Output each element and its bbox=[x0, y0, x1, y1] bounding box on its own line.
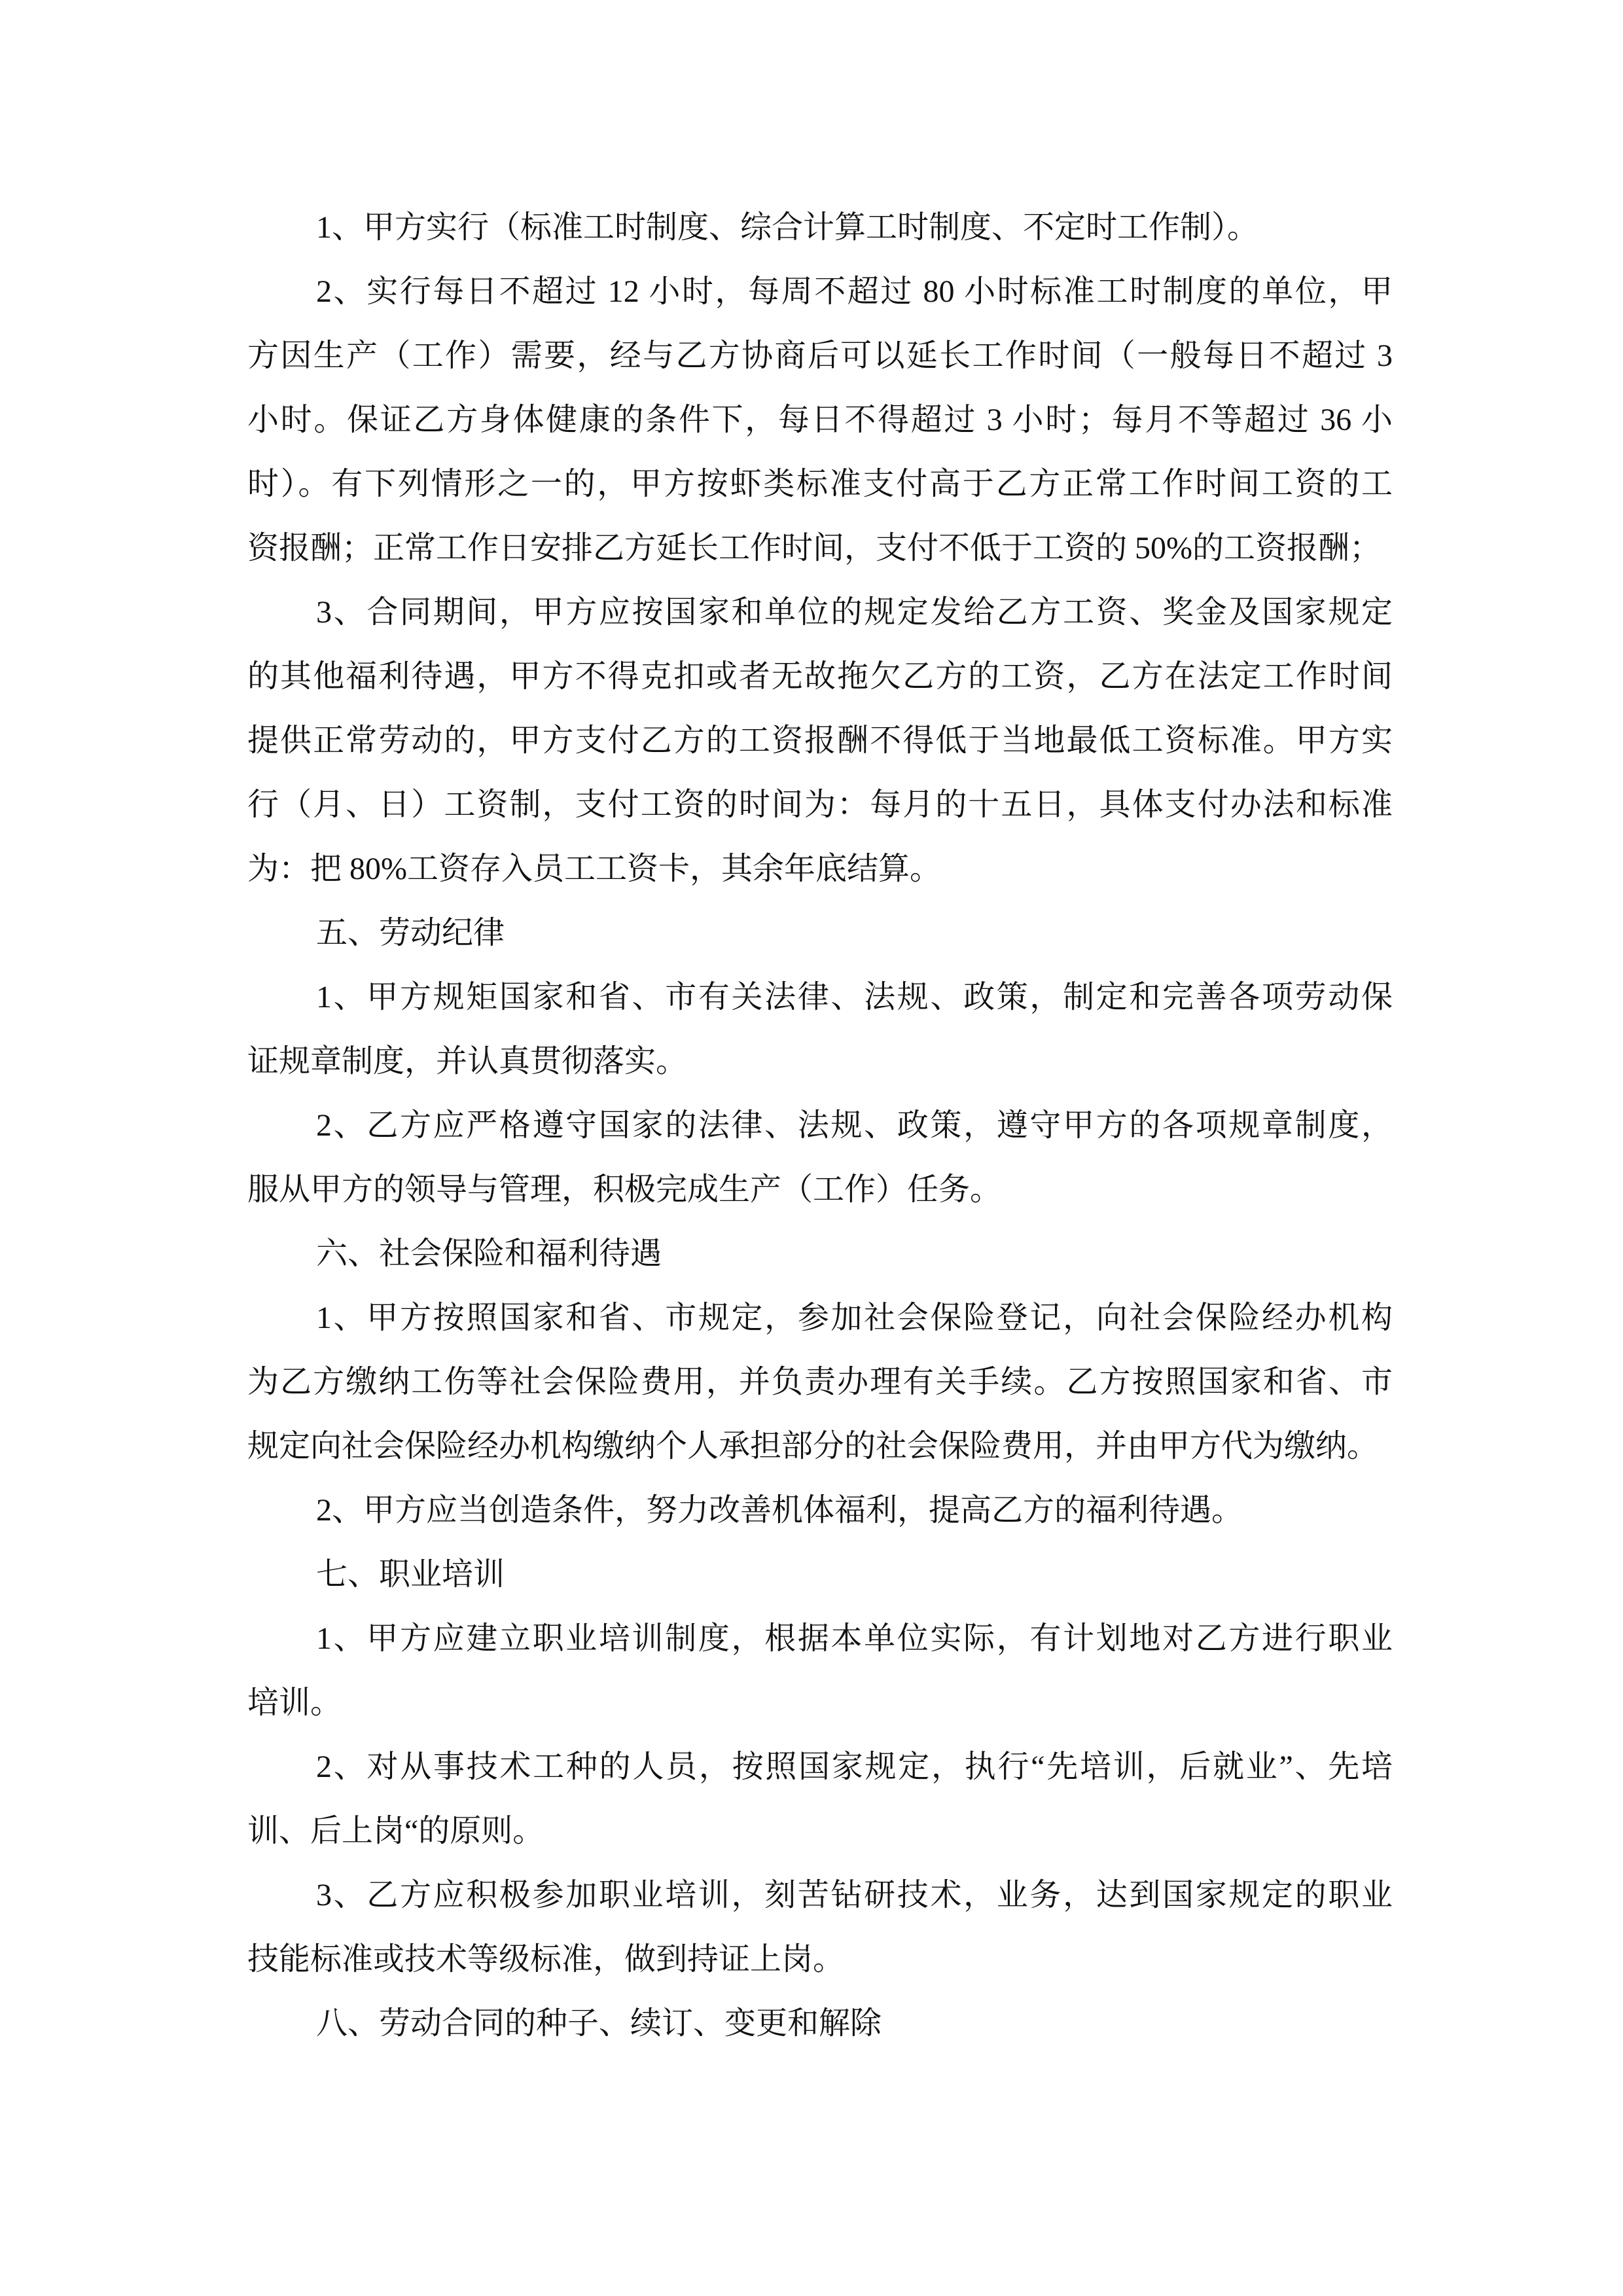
text-line: 2、甲方应当创造条件，努力改善机体福利，提高乙方的福利待遇。 bbox=[316, 1493, 1243, 1528]
section-heading-labor-discipline bbox=[247, 901, 1393, 965]
text-line: 的其他福利待遇，甲方不得克扣或者无故拖欠乙方的工资，乙方在法定工作时间 bbox=[247, 659, 1393, 694]
section-heading-vocational-training bbox=[247, 1543, 1393, 1607]
paragraph-working-hours-1 bbox=[247, 196, 1393, 260]
text-line: 行（月、日）工资制，支付工资的时间为：每月的十五日，具体支付办法和标准 bbox=[247, 787, 1393, 822]
text-line: 训、后上岗“的原则。 bbox=[247, 1814, 544, 1848]
section-heading: 八、劳动合同的种子、续订、变更和解除 bbox=[316, 2006, 882, 2041]
text-line: 为：把 80%工资存入员工工资卡，其余年底结算。 bbox=[247, 852, 941, 886]
text-line: 2、对从事技术工种的人员，按照国家规定，执行“先培训，后就业”、先培 bbox=[316, 1749, 1393, 1784]
paragraph-insurance-2 bbox=[247, 1479, 1393, 1543]
text-line: 规定向社会保险经办机构缴纳个人承担部分的社会保险费用，并由甲方代为缴纳。 bbox=[247, 1429, 1379, 1463]
text-line: 证规章制度，并认真贯彻落实。 bbox=[247, 1044, 688, 1079]
text-line: 技能标准或技术等级标准，做到持证上岗。 bbox=[247, 1942, 845, 1977]
text-line: 小时。保证乙方身体健康的条件下，每日不得超过 3 小时；每月不等超过 36 小 bbox=[247, 403, 1393, 437]
section-heading: 六、社会保险和福利待遇 bbox=[316, 1236, 662, 1271]
paragraph-working-hours-2 bbox=[247, 260, 1393, 581]
text-line: 方因生产（工作）需要，经与乙方协商后可以延长工作时间（一般每日不超过 3 bbox=[247, 338, 1393, 373]
text-line: 培训。 bbox=[247, 1685, 342, 1720]
paragraph-training-3 bbox=[247, 1863, 1393, 1992]
text-line: 1、甲方应建立职业培训制度，根据本单位实际，有计划地对乙方进行职业 bbox=[316, 1621, 1393, 1656]
paragraph-discipline-1 bbox=[247, 965, 1393, 1094]
text-line: 2、乙方应严格遵守国家的法律、法规、政策，遵守甲方的各项规章制度， bbox=[316, 1108, 1393, 1143]
paragraph-wages-3 bbox=[247, 581, 1393, 901]
document-body bbox=[247, 196, 1393, 2056]
text-line: 提供正常劳动的，甲方支付乙方的工资报酬不得低于当地最低工资标准。甲方实 bbox=[247, 723, 1393, 758]
paragraph-discipline-2 bbox=[247, 1094, 1393, 1222]
text-line: 1、甲方按照国家和省、市规定，参加社会保险登记，向社会保险经办机构 bbox=[316, 1300, 1393, 1335]
section-heading: 七、职业培训 bbox=[316, 1557, 505, 1592]
section-heading-social-insurance bbox=[247, 1222, 1393, 1286]
text-line: 为乙方缴纳工伤等社会保险费用，并负责办理有关手续。乙方按照国家和省、市 bbox=[247, 1365, 1393, 1399]
text-line: 3、乙方应积极参加职业培训，刻苦钻研技术，业务，达到国家规定的职业 bbox=[316, 1878, 1393, 1912]
section-heading-contract-terms bbox=[247, 1992, 1393, 2056]
text-line: 时）。有下列情形之一的，甲方按虾类标准支付高于乙方正常工作时间工资的工 bbox=[247, 467, 1393, 501]
text-line: 资报酬；正常工作日安排乙方延长工作时间，支付不低于工资的 50%的工资报酬； bbox=[247, 531, 1381, 565]
text-line: 1、甲方实行（标准工时制度、综合计算工时制度、不定时工作制）。 bbox=[316, 210, 1259, 245]
text-line: 2、实行每日不超过 12 小时，每周不超过 80 小时标准工时制度的单位，甲 bbox=[316, 274, 1393, 309]
paragraph-training-2 bbox=[247, 1735, 1393, 1863]
text-line: 服从甲方的领导与管理，积极完成生产（工作）任务。 bbox=[247, 1172, 1002, 1207]
paragraph-training-1 bbox=[247, 1607, 1393, 1735]
section-heading: 五、劳动纪律 bbox=[316, 916, 505, 950]
text-line: 1、甲方规矩国家和省、市有关法律、法规、政策，制定和完善各项劳动保 bbox=[316, 980, 1393, 1014]
paragraph-insurance-1 bbox=[247, 1286, 1393, 1479]
text-line: 3、合同期间，甲方应按国家和单位的规定发给乙方工资、奖金及国家规定 bbox=[316, 595, 1393, 630]
